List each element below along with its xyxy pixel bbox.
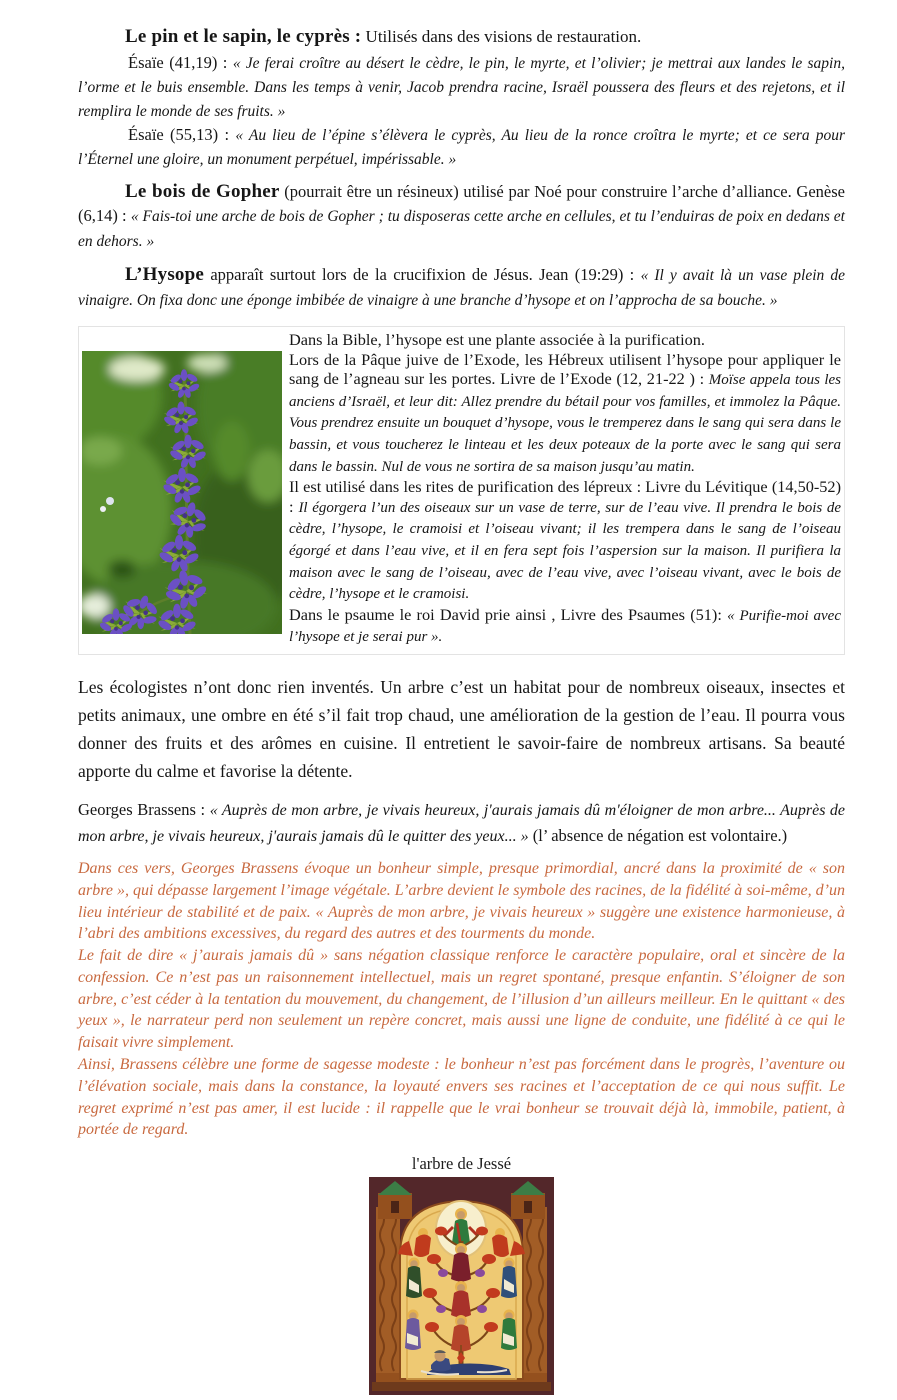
scripture-quote: « Au lieu de l’épine s’élèvera le cyprès, Au lieu de la ronce croîtra le myrte; et ce sera pour l’Éternel une gloire, un monument perpétuel, impérissable. »	[78, 127, 845, 168]
heading-gopher: Le bois de Gopher	[125, 181, 280, 202]
paragraph-ecologistes: Les écologistes n’ont donc rien inventés. Un arbre c’est un habitat pour de nombreux oiseaux, insectes et petits animaux, une ombre en été s’il fait trop chaud, une amélioration de la gestion de l’eau. Il pourra vous donner des fruits et des arômes en cuisine. Il entretient le savoir-faire de nombreux artisans. Sa beauté apporte du calme et favorise la détente.	[78, 676, 845, 781]
psaumes-quote: « Purifie-moi avec l’hysope et je serai pur ».	[289, 607, 841, 646]
heading-pin-sapin-rest: Utilisés dans des visions de restauration.	[361, 27, 642, 46]
hysope-section-box	[78, 326, 845, 655]
hysope-box-line1: Dans la Bible, l’hysope est une plante associée à la purification.	[289, 330, 705, 349]
hysope-text: apparaît surtout lors de la crucifixion de Jésus. Jean (19:29) :	[204, 265, 641, 284]
paragraph-hysope-intro	[78, 263, 845, 313]
brassens-note: (l’ absence de négation est volontaire.)	[528, 825, 788, 845]
quote-esaie-41-19	[78, 51, 845, 123]
jesse-caption: l'arbre de Jessé	[411, 1154, 512, 1174]
hysope-box-text	[289, 330, 842, 648]
hyssop-plant-photo	[82, 351, 282, 648]
hysope-box-paragraph-psaumes	[289, 605, 841, 648]
scripture-ref: Ésaïe (41,19) :	[128, 53, 233, 72]
scripture-quote: « Fais-toi une arche de bois de Gopher ; tu disposeras cette arche en cellules, et tu l’enduiras de poix en dedans et en dehors. »	[78, 208, 845, 250]
gopher-text: (pourrait être un résineux) utilisé par Noé pour construire l’arche d’alliance. Genèse (6,14) :	[78, 182, 845, 225]
scripture-quote: « Je ferai croître au désert le cèdre, le pin, le myrte, et l’olivier; je mettrai aux landes le sapin, l’orme et le buis ensemble. Dans les temps à venir, Jacob prendra racine, Israël poussera des fleurs et des rejetons, et il remplira le monde de ses fruits. »	[78, 55, 845, 120]
hyssop-photo-illustration	[82, 351, 282, 634]
levitique-ref: Il est utilisé dans les rites de purification des lépreux : Livre du Lévitique (14,50-52) :	[289, 477, 841, 516]
brassens-intro: Georges Brassens :	[78, 799, 210, 819]
commentary-paragraph-2: Le fait de dire « j’aurais jamais dû » sans négation classique renforce le caractère populaire, oral et sincère de la confession. Ce n’est pas un raisonnement intellectuel, mais un regret spontané, presque enfantin. S’éloigner de son arbre, c’est céder à la tentation du mouvement, du changement, de l’illusion d’un ailleurs meilleur. En le quittant « des yeux », le narrateur perd non seulement un repère concret, mais aussi une ligne de conduite, une fidélité à ce qui le faisait vivre simplement.	[78, 947, 845, 1052]
commentary-paragraph-1: Dans ces vers, Georges Brassens évoque un bonheur simple, presque primordial, ancré dans la proximité de « son arbre », qui dépasse largement l’image végétale. L’arbre devient le symbole des racines, de la fidélité à soi-même, d’un lieu intérieur de stabilité et de paix. « Auprès de mon arbre, je vivais heureux » suggère une existence harmonieuse, à l’abri des ambitions excessives, du regard des autres et des tourments du monde.	[78, 859, 845, 943]
commentary-block	[78, 858, 845, 1141]
heading-pin-sapin: Le pin et le sapin, le cyprès :	[125, 26, 362, 47]
tree-of-jesse-icon	[78, 1177, 845, 1400]
tree-of-jesse-illustration	[369, 1177, 554, 1395]
brassens-quote: « Auprès de mon arbre, je vivais heureux, j'aurais jamais dû m'éloigner de mon arbre... Auprès de mon arbre, je vivais heureux, j'aurais jamais dû le quitter des yeux... »	[78, 801, 845, 845]
exode-ref: Lors de la Pâque juive de l’Exode, les Hébreux utilisent l’hysope pour appliquer le sang de l’agneau sur les portes. Livre de l’Exode (12, 21-22 ) :	[289, 349, 841, 389]
paragraph-gopher	[78, 180, 845, 254]
paragraph-pin-sapin	[78, 26, 845, 48]
hysope-box-paragraph-levitique	[289, 477, 841, 605]
scripture-ref: Ésaïe (55,13) :	[128, 125, 236, 144]
exode-quote: Moïse appela tous les anciens d’Israël, et leur dit: Allez prendre du bétail pour vos familles, et immolez la Pâque. Vous prendrez ensuite un bouquet d’hysope, vous le tremperez dans le sang qui sera dans le bassin, et vous toucherez le linteau et les deux poteaux de la porte avec le sang qui sera dans le bassin. Nul de vous ne sortira de sa maison jusqu’au matin.	[289, 372, 841, 475]
heading-hysope: L’Hysope	[125, 264, 205, 285]
hysope-box-paragraph-exode	[289, 350, 841, 478]
psaumes-ref: Dans le psaume le roi David prie ainsi , Livre des Psaumes (51):	[289, 604, 728, 624]
paragraph-brassens	[78, 797, 845, 849]
scripture-quote: « Il y avait là un vase plein de vinaigre. On fixa donc une éponge imbibée de vinaigre à une branche d’hysope et on l’approcha de sa bouche. »	[78, 267, 845, 309]
commentary-paragraph-3: Ainsi, Brassens célèbre une forme de sagesse modeste : le bonheur n’est pas forcément dans le progrès, l’aventure ou l’élévation sociale, mais dans la constance, la loyauté envers ses racines et l’acceptation de ce qui nous suffit. Le regret exprimé n’est pas amer, il est lucide : il rappelle que le vrai bonheur se trouvait déjà là, immobile, patient, à portée de regard.	[78, 1056, 845, 1139]
quote-esaie-55-13	[78, 123, 845, 171]
levitique-quote: Il égorgera l’un des oiseaux sur un vase de terre, sur de l’eau vive. Il prendra le bois de cèdre, l’hysope, le cramoisi et l’oiseau vivant; il les trempera dans le sang de l’oiseau égorgé et dans l’eau vive, et il en fera sept fois l’aspersion sur la maison. Il purifiera la maison avec le sang de l’oiseau, avec de l’eau vive, avec l’oiseau vivant, avec le bois de cèdre, l’hysope et le cramoisi.	[289, 499, 841, 603]
